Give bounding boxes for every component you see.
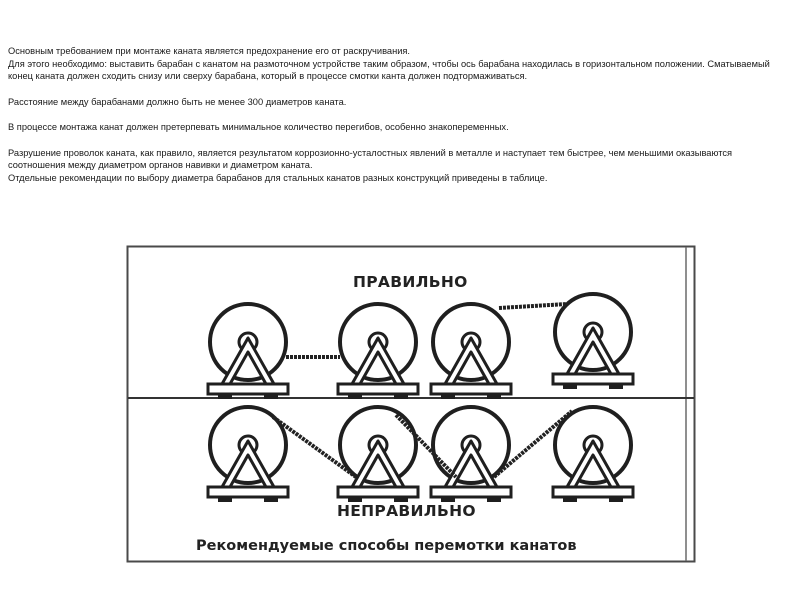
- correct-row: [208, 294, 633, 399]
- paragraph-gap: [8, 83, 778, 96]
- drum-correct-1: [208, 304, 288, 399]
- label-incorrect: НЕПРАВИЛЬНО: [337, 502, 476, 520]
- paragraph-bends: В процессе монтажа канат должен претерпевать минимальное количество перегибов, особенно знакопеременных.: [8, 122, 509, 132]
- drum-incorrect-3: [431, 407, 511, 502]
- drum-correct-2: [338, 304, 418, 399]
- article-text: [8, 45, 778, 184]
- drum-correct-3: [431, 304, 511, 399]
- paragraph-distance: Расстояние между барабанами должно быть не менее 300 диаметров каната.: [8, 96, 347, 107]
- paragraph-procedure: Для этого необходимо: выставить барабан с канатом на размоточном устройстве таким образом, чтобы ось барабана находилась в горизонтальном положении. Сматываемый конец каната должен сходить снизу или сверху барабана, который в процессе смотки канта должен подтормаживаться.: [8, 58, 770, 81]
- rope-correct-2: [499, 304, 567, 308]
- figure-caption: Рекомендуемые способы перемотки канатов: [196, 538, 577, 554]
- paragraph-fatigue: Разрушение проволок каната, как правило, является результатом коррозионно-усталостных явлений в металле и наступает тем быстрее, чем меньшими оказываются соотношения между диаметром органов навивки и диаметром каната.: [8, 147, 733, 170]
- drum-incorrect-2: [338, 407, 418, 502]
- drum-correct-4: [553, 294, 633, 389]
- label-correct: ПРАВИЛЬНО: [353, 273, 468, 291]
- paragraph-intro: Основным требованием при монтаже каната является предохранение его от раскручивания.: [8, 46, 411, 56]
- paragraph-table-ref: Отдельные рекомендации по выбору диаметра барабанов для стальных канатов разных конструкций приведены в таблице.: [8, 172, 548, 183]
- paragraph-gap: [8, 134, 778, 147]
- incorrect-row: [208, 407, 633, 502]
- rope-rewinding-figure: [126, 245, 696, 563]
- paragraph-gap: [8, 108, 778, 121]
- drum-incorrect-4: [553, 407, 633, 502]
